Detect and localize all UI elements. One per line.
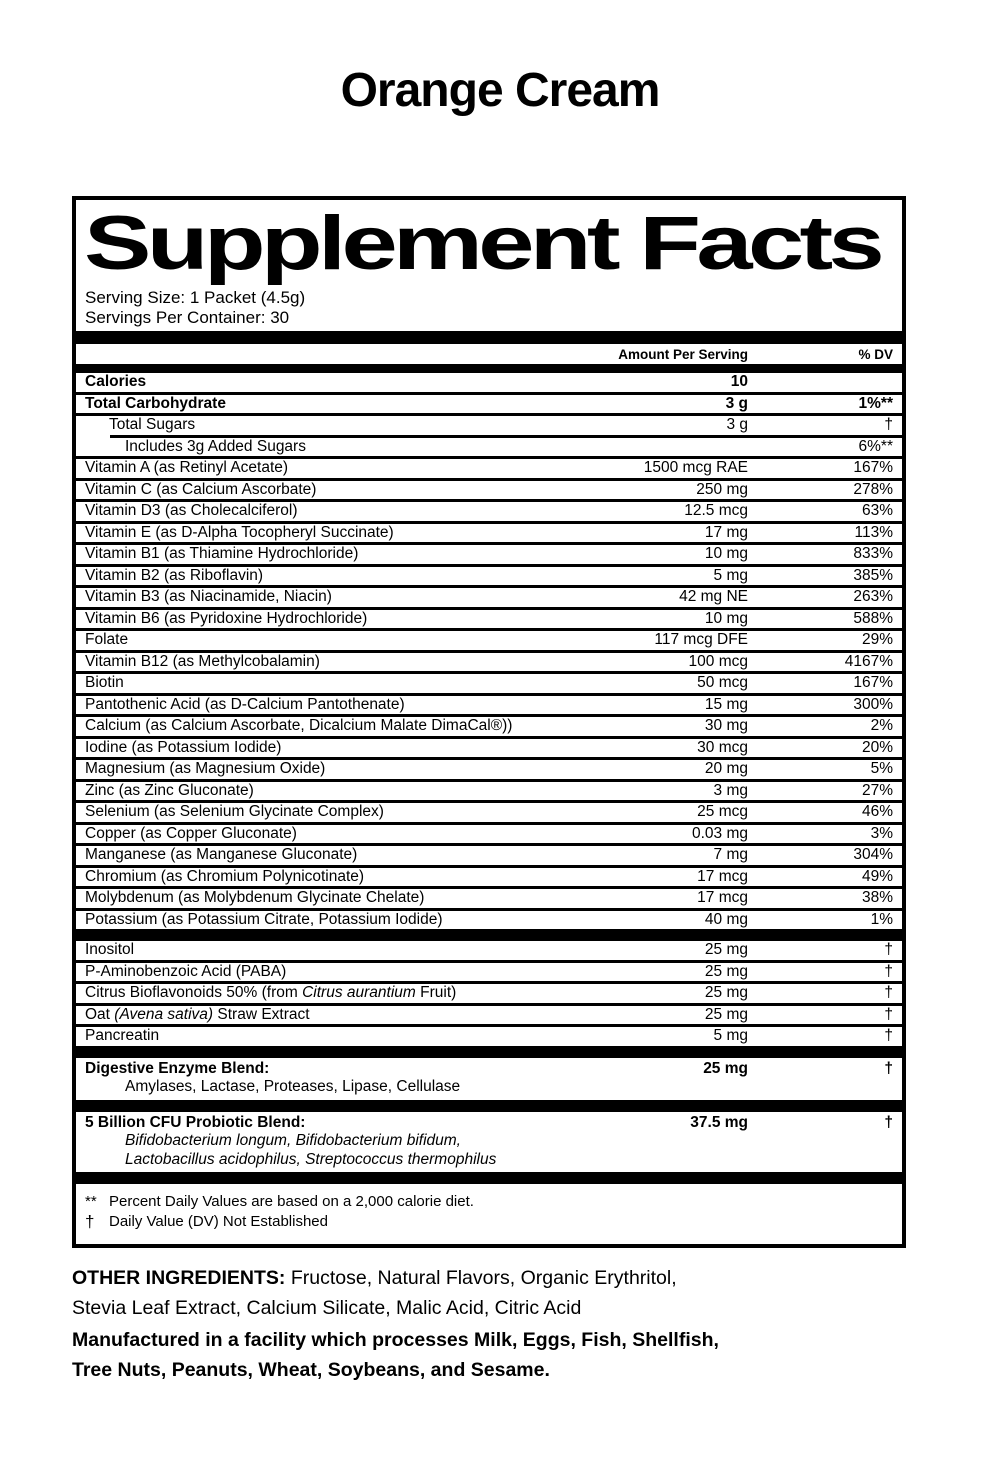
section-divider-bar (76, 1046, 902, 1058)
dv-cell: 300% (853, 695, 893, 713)
amount-cell: 100 mcg (688, 652, 748, 670)
column-header-row (76, 344, 902, 364)
dv-cell: 63% (861, 502, 893, 519)
dv-cell: 29% (861, 631, 893, 648)
ingredient-name: Total Sugars (109, 416, 196, 433)
table-row (76, 760, 902, 779)
amount-cell: 5 mg (713, 566, 748, 584)
table-row (76, 631, 902, 650)
ingredient-name: Oat (Avena sativa) Straw Extract (85, 1005, 310, 1023)
ingredient-name: P-Aminobenzoic Acid (PABA) (85, 962, 287, 980)
dv-cell: 2% (870, 717, 893, 734)
table-row (76, 963, 902, 982)
ingredient-name: Iodine (as Potassium Iodide) (85, 738, 282, 756)
dv-cell: 113% (854, 523, 893, 541)
ingredient-name: Selenium (as Selenium Glycinate Complex) (85, 803, 384, 820)
amount-cell: 25 mg (704, 941, 748, 958)
table-row (76, 739, 902, 758)
table-row (76, 502, 902, 521)
dv-cell: † (884, 984, 893, 1001)
other-ingredients (72, 1264, 872, 1323)
amount-cell: 0.03 mg (691, 824, 748, 842)
table-row (76, 653, 902, 672)
ingredient-name: 5 Billion CFU Probiotic Blend: (85, 1113, 306, 1131)
table-row (76, 481, 902, 500)
table-row (76, 1058, 902, 1100)
dv-cell: 278% (853, 480, 893, 498)
ingredient-name: Inositol (85, 941, 135, 958)
table-row-main (76, 1060, 902, 1079)
dv-cell: 385% (853, 566, 893, 584)
amount-cell: 40 mg (704, 910, 748, 928)
table-row (76, 567, 902, 586)
table-row (76, 846, 902, 865)
ingredient-name: Vitamin B1 (as Thiamine Hydrochloride) (85, 545, 359, 562)
amount-cell: 12.5 mcg (684, 502, 748, 519)
amount-cell: 30 mcg (697, 738, 748, 756)
amount-cell: 30 mg (704, 717, 748, 734)
serving-info (76, 286, 902, 331)
ingredient-name: Vitamin A (as Retinyl Acetate) (85, 459, 289, 476)
table-row (76, 868, 902, 887)
table-row (76, 911, 902, 930)
ingredient-name: Folate (85, 631, 129, 648)
table-row (76, 889, 902, 908)
allergen-line: Manufactured in a facility which processes Milk, Eggs, Fish, Shellfish, (72, 1329, 719, 1351)
other-ingredients-line: OTHER INGREDIENTS: Fructose, Natural Flavors, Organic Erythritol, (72, 1267, 677, 1289)
ingredient-name: Vitamin C (as Calcium Ascorbate) (85, 480, 317, 498)
footnote-symbol: † (85, 1212, 95, 1231)
dv-cell: 5% (870, 760, 893, 777)
amount-cell: 5 mg (713, 1027, 748, 1044)
dv-cell: 20% (861, 738, 893, 756)
amount-cell: 17 mcg (697, 889, 748, 906)
ingredient-name: Calcium (as Calcium Ascorbate, Dicalcium Malate DimaCal®)) (85, 717, 513, 734)
blend-ingredients-line: Amylases, Lactase, Proteases, Lipase, Cellulase (125, 1078, 461, 1095)
section-divider-bar (76, 364, 902, 373)
ingredient-name: Digestive Enzyme Blend: (85, 1059, 270, 1077)
dv-cell: 263% (853, 588, 893, 605)
ingredient-name: Pantothenic Acid (as D-Calcium Pantothenate) (85, 695, 405, 713)
ingredient-name: Vitamin B6 (as Pyridoxine Hydrochloride) (85, 609, 368, 627)
ingredient-name: Citrus Bioflavonoids 50% (from Citrus aurantium Fruit) (85, 984, 457, 1001)
ingredient-name: Vitamin B3 (as Niacinamide, Niacin) (85, 588, 332, 605)
supplement-facts-panel (72, 196, 906, 1248)
ingredient-name: Pancreatin (85, 1027, 160, 1044)
table-row (76, 717, 902, 736)
allergen-notice (72, 1326, 892, 1385)
dv-cell: 167% (853, 674, 893, 691)
table-row (76, 524, 902, 543)
table-row (76, 782, 902, 801)
dv-cell: † (884, 941, 893, 958)
ingredient-name: Molybdenum (as Molybdenum Glycinate Chelate) (85, 889, 425, 906)
ingredient-name: Magnesium (as Magnesium Oxide) (85, 760, 326, 777)
amount-cell: 3 g (725, 394, 748, 412)
amount-cell: 3 mg (713, 781, 748, 799)
blend-ingredients-line: Bifidobacterium longum, Bifidobacterium bifidum, (125, 1132, 461, 1149)
dv-cell: 4167% (844, 652, 893, 670)
dv-cell: 1% (870, 910, 893, 928)
amount-cell: 10 (730, 373, 748, 390)
amount-cell: 20 mg (704, 760, 748, 777)
dv-cell: † (884, 1113, 893, 1131)
dv-cell: † (884, 416, 893, 433)
footnote (85, 1212, 893, 1232)
table-row (76, 459, 902, 478)
table-row (76, 545, 902, 564)
table-row (76, 395, 902, 414)
allergen-line: Tree Nuts, Peanuts, Wheat, Soybeans, and Sesame. (72, 1358, 550, 1381)
dv-cell: 46% (861, 803, 893, 820)
table-row (76, 984, 902, 1003)
footnotes (76, 1184, 902, 1244)
ingredient-name: Includes 3g Added Sugars (125, 437, 306, 455)
table-row (76, 416, 902, 435)
panel-title: Supplement Facts (83, 201, 881, 286)
dv-cell: 6%** (858, 437, 893, 455)
dv-cell: † (884, 962, 893, 980)
table-row-main (76, 1114, 902, 1133)
ingredient-name: Manganese (as Manganese Gluconate) (85, 846, 358, 863)
table-row (76, 674, 902, 693)
footnote-text: Daily Value (DV) Not Established (109, 1213, 328, 1230)
amount-cell: 17 mcg (697, 867, 748, 885)
dv-cell: 3% (870, 824, 893, 842)
table-row (76, 588, 902, 607)
amount-header: Amount Per Serving (618, 347, 748, 362)
table-row (76, 1006, 902, 1025)
dv-cell: 1%** (858, 394, 893, 412)
section-divider-bar (76, 1100, 902, 1112)
other-ingredients-line: Stevia Leaf Extract, Calcium Silicate, Malic Acid, Citric Acid (72, 1296, 582, 1319)
amount-cell: 50 mcg (697, 674, 748, 691)
amount-cell: 250 mg (696, 480, 748, 498)
amount-cell: 25 mg (704, 984, 748, 1001)
amount-cell: 25 mg (703, 1059, 748, 1077)
dv-header: % DV (858, 347, 893, 362)
table-row (76, 1112, 902, 1173)
dv-cell: † (884, 1059, 893, 1077)
section-divider-bar (76, 929, 902, 941)
amount-cell: 3 g (726, 416, 748, 433)
footnote-symbol: ** (85, 1193, 97, 1210)
ingredient-name: Potassium (as Potassium Citrate, Potassium Iodide) (85, 910, 443, 928)
dv-cell: 304% (853, 846, 893, 863)
ingredient-name: Biotin (85, 674, 124, 691)
serving-size-line: Serving Size: 1 Packet (4.5g) (85, 288, 306, 307)
amount-cell: 25 mg (704, 962, 748, 980)
amount-cell: 37.5 mg (690, 1113, 748, 1131)
dv-cell: 588% (853, 609, 893, 627)
amount-cell: 10 mg (704, 545, 748, 562)
ingredient-name: Total Carbohydrate (85, 394, 226, 412)
other-ingredients-label: OTHER INGREDIENTS: (72, 1267, 291, 1289)
amount-cell: 17 mg (704, 523, 748, 541)
table-row (76, 941, 902, 960)
footnote-text: Percent Daily Values are based on a 2,000 calorie diet. (109, 1193, 474, 1210)
dv-cell: 167% (853, 459, 893, 476)
amount-cell: 117 mcg DFE (654, 631, 748, 648)
table-row (76, 1027, 902, 1046)
section-divider-bar (76, 331, 902, 344)
ingredient-name: Zinc (as Zinc Gluconate) (85, 781, 254, 799)
amount-cell: 15 mg (704, 695, 748, 713)
table-row (76, 610, 902, 629)
amount-cell: 25 mcg (697, 803, 748, 820)
dv-cell: 49% (861, 867, 893, 885)
amount-cell: 42 mg NE (679, 588, 748, 605)
table-row (76, 825, 902, 844)
amount-cell: 25 mg (704, 1005, 748, 1023)
blend-ingredients-line: Lactobacillus acidophilus, Streptococcus thermophilus (125, 1150, 497, 1168)
dv-cell: 833% (853, 545, 893, 562)
flavor-title: Orange Cream (340, 64, 660, 117)
ingredient-name: Copper (as Copper Gluconate) (85, 824, 297, 842)
table-row (76, 373, 902, 392)
dv-cell: † (884, 1027, 893, 1044)
amount-cell: 7 mg (713, 846, 748, 863)
table-row (76, 696, 902, 715)
servings-per-container-line: Servings Per Container: 30 (85, 307, 290, 327)
ingredient-name: Vitamin B12 (as Methylcobalamin) (85, 652, 320, 670)
dv-cell: 27% (861, 781, 893, 799)
ingredient-name: Vitamin B2 (as Riboflavin) (85, 566, 264, 584)
dv-cell: † (884, 1005, 893, 1023)
nutrient-table (76, 373, 902, 1184)
ingredient-name: Vitamin E (as D-Alpha Tocopheryl Succinate) (85, 523, 394, 541)
amount-cell: 1500 mcg RAE (643, 459, 748, 476)
table-row (76, 803, 902, 822)
ingredient-name: Chromium (as Chromium Polynicotinate) (85, 867, 365, 885)
ingredient-name: Vitamin D3 (as Cholecalciferol) (85, 502, 298, 519)
section-divider-bar (76, 1172, 902, 1184)
table-row (76, 438, 902, 457)
amount-cell: 10 mg (704, 609, 748, 627)
footnote (85, 1192, 893, 1212)
ingredient-name: Calories (85, 373, 147, 390)
dv-cell: 38% (861, 889, 893, 906)
